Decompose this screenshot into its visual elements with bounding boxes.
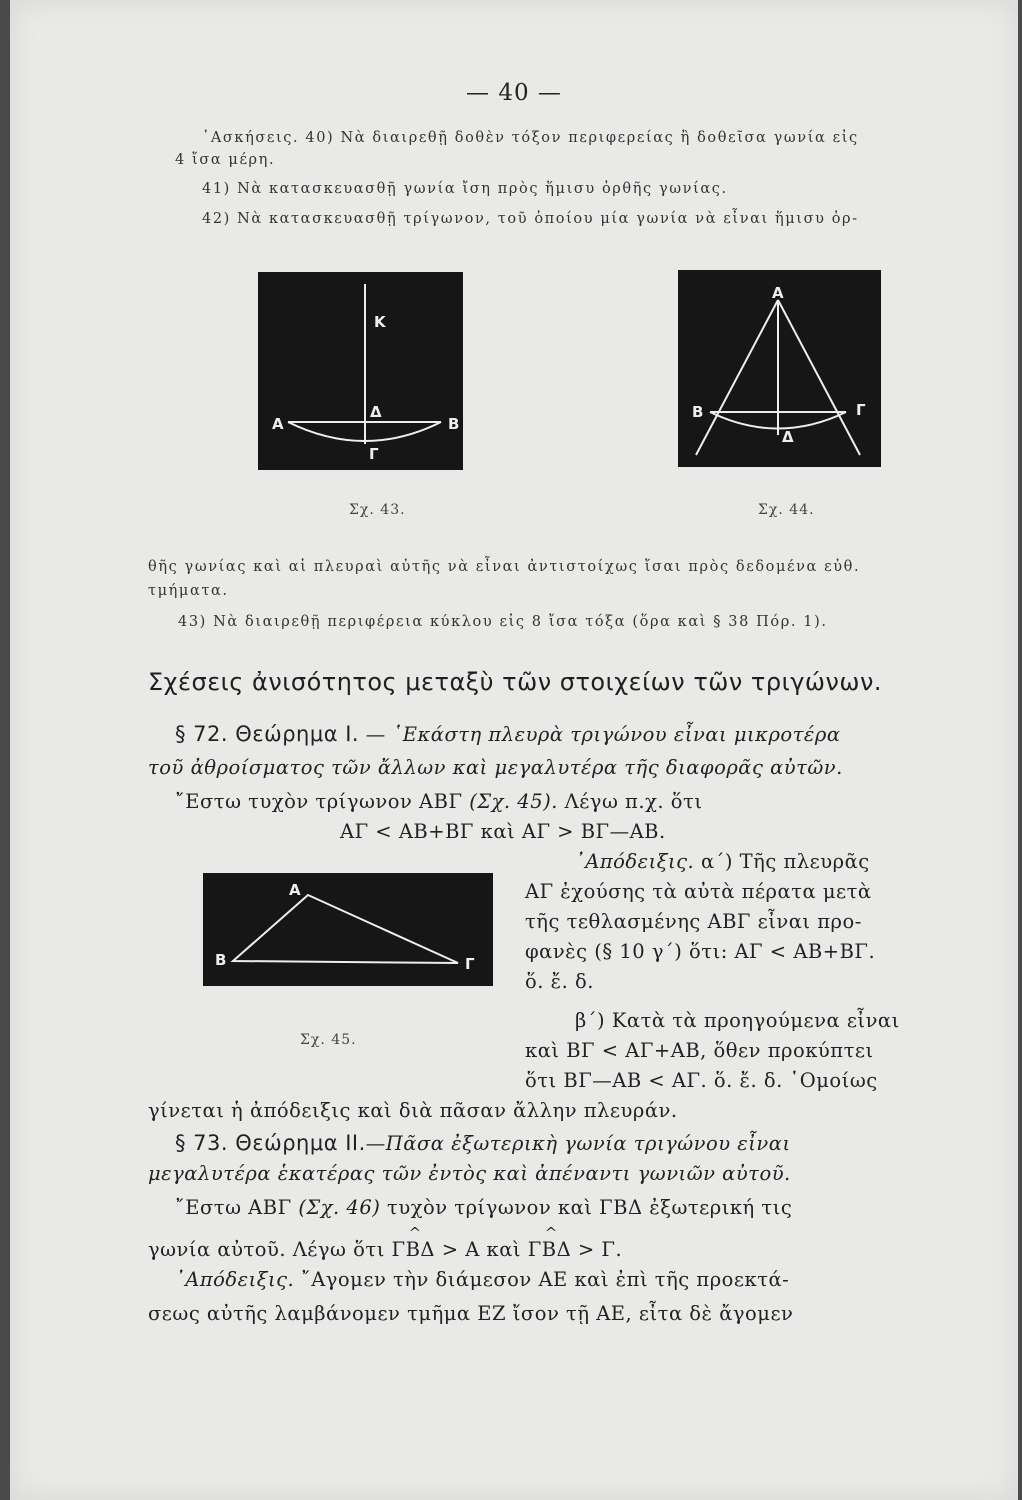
theorem1-proof-label: ᾿Απόδειξις. — [575, 850, 695, 873]
theorem2-dash: — — [365, 1132, 386, 1155]
theorem2-proof-line2: σεως αὐτῆς λαμβάνομεν τμῆμα ΕΖ ἴσον τῇ ΑΕ, εἶτα δὲ ἄγομεν — [148, 1302, 794, 1325]
figure-43-drawing — [258, 272, 463, 470]
theorem1-proof-line3: τῆς τεθλασμένης ΑΒΓ εἶναι προ- — [525, 910, 862, 933]
exercise-43: 43) Νὰ διαιρεθῇ περιφέρεια κύκλου εἰς 8 ἴσα τόξα (ὅρα καὶ § 38 Πόρ. 1). — [178, 614, 828, 630]
theorem2-heading: § 73. Θεώρημα ΙΙ. — [175, 1131, 366, 1155]
figure-45 — [203, 873, 493, 986]
theorem2-statement-1: Πᾶσα ἐξωτερικὴ γωνία τριγώνου εἶναι — [385, 1132, 791, 1155]
theorem2-proof-label: ᾿Απόδειξις. — [175, 1268, 295, 1291]
theorem1-proof-line2: ΑΓ ἐχούσης τὰ αὐτὰ πέρατα μετὰ — [525, 880, 872, 903]
fig44-label-a: Α — [772, 284, 784, 302]
theorem2-angle-vertex-2: ^ Β — [542, 1238, 557, 1261]
theorem1-heading: § 72. Θεώρημα Ι. — [175, 722, 360, 746]
figure-43-caption: Σχ. 43. — [349, 502, 406, 518]
theorem1-statement-2: τοῦ ἀθροίσματος τῶν ἄλλων καὶ μεγαλυτέρα τῆς διαφορᾶς αὐτῶν. — [148, 756, 843, 779]
theorem1-proof-line6: β΄) Κατὰ τὰ προηγούμενα εἶναι — [575, 1009, 900, 1032]
fig43-label-b: Β — [448, 415, 460, 433]
theorem1-formula: ΑΓ < ΑΒ+ΒΓ καὶ ΑΓ > ΒΓ—ΑΒ. — [340, 820, 666, 843]
figure-45-drawing — [203, 873, 493, 986]
theorem1-proof-a: α΄) Τῆς πλευρᾶς — [694, 850, 870, 873]
theorem2-given — [175, 1196, 792, 1219]
section-title: Σχέσεις ἀνισότητος μεταξὺ τῶν στοιχείων τῶν τριγώνων. — [148, 668, 883, 696]
fig43-label-a: Α — [272, 415, 284, 433]
theorem1-proof-line8: ὅτι ΒΓ—ΑΒ < ΑΓ. ὅ. ἔ. δ. ῾Ομοίως — [525, 1069, 878, 1092]
theorem2-angle-vertex-1: ^ Β — [406, 1238, 421, 1261]
theorem2-claim-d: Δ > Γ. — [556, 1238, 623, 1261]
exercise-40-line2: 4 ἴσα μέρη. — [175, 152, 276, 168]
page-number: — 40 — — [466, 80, 562, 106]
fig43-label-d: Δ — [370, 403, 382, 421]
figure-44-drawing — [678, 270, 881, 467]
figure-44 — [678, 270, 881, 467]
figure-43 — [258, 272, 463, 470]
fig45-label-a: Α — [289, 881, 301, 899]
exercise-40-line1: ᾿Ασκήσεις. 40) Νὰ διαιρεθῇ δοθὲν τόξον περιφερείας ἢ δοθεῖσα γωνία εἰς — [202, 130, 859, 146]
theorem1-line1 — [175, 722, 841, 746]
theorem1-fig-ref: (Σχ. 45). — [469, 790, 558, 813]
theorem1-proof-line7: καὶ ΒΓ < ΑΓ+ΑΒ, ὅθεν προκύπτει — [525, 1039, 874, 1062]
fig44-label-b: Β — [692, 403, 704, 421]
theorem2-given-b: τυχὸν τρίγωνον καὶ ΓΒΔ ἐξωτερική τις — [380, 1196, 793, 1219]
theorem2-proof-line1 — [175, 1268, 789, 1291]
figure-45-caption: Σχ. 45. — [300, 1032, 357, 1048]
fig44-label-g: Γ — [856, 401, 866, 419]
theorem2-given-a: ῎Εστω ΑΒΓ — [175, 1196, 299, 1219]
theorem2-line1 — [175, 1131, 791, 1155]
exercise-42: 42) Νὰ κατασκευασθῇ τρίγωνον, τοῦ ὁποίου μία γωνία νὰ εἶναι ἥμισυ ὀρ- — [202, 211, 859, 227]
theorem1-proof-line5: ὅ. ἔ. δ. — [525, 970, 594, 993]
theorem1-given — [175, 790, 702, 813]
fig43-label-g: Γ — [369, 445, 379, 463]
exercise-42-continued-line1: θῆς γωνίας καὶ αἱ πλευραὶ αὐτῆς νὰ εἶναι ἀντιστοίχως ἴσαι πρὸς δεδομένα εὐθ. — [148, 559, 861, 575]
exercise-42-continued-line2: τμήματα. — [148, 583, 229, 599]
theorem1-given-a: ῎Εστω τυχὸν τρίγωνον ΑΒΓ — [175, 790, 470, 813]
theorem1-given-b: Λέγω π.χ. ὅτι — [557, 790, 703, 813]
fig44-label-d: Δ — [782, 428, 794, 446]
theorem2-claim-c: Δ > Α καὶ Γ — [420, 1238, 542, 1261]
figure-44-caption: Σχ. 44. — [758, 502, 815, 518]
theorem1-proof-line9: γίνεται ἡ ἀπόδειξις καὶ διὰ πᾶσαν ἄλλην πλευράν. — [148, 1099, 678, 1122]
fig45-label-b: Β — [215, 951, 227, 969]
theorem2-claim — [148, 1238, 622, 1261]
theorem2-statement-2: μεγαλυτέρα ἑκατέρας τῶν ἐντὸς καὶ ἀπέναντι γωνιῶν αὐτοῦ. — [148, 1162, 791, 1185]
theorem1-dash: — — [359, 723, 393, 746]
theorem1-proof-line4: φανὲς (§ 10 γ΄) ὅτι: ΑΓ < ΑΒ+ΒΓ. — [525, 940, 876, 963]
theorem2-fig-ref: (Σχ. 46) — [298, 1196, 381, 1219]
exercise-41: 41) Νὰ κατασκευασθῇ γωνία ἴση πρὸς ἥμισυ ὀρθῆς γωνίας. — [202, 181, 728, 197]
theorem2-claim-a: γωνία αὐτοῦ. Λέγω ὅτι Γ — [148, 1238, 406, 1261]
theorem2-proof-1: ῎Αγομεν τὴν διάμεσον ΑΕ καὶ ἐπὶ τῆς προεκτά- — [294, 1268, 790, 1291]
theorem1-proof-line1 — [575, 850, 870, 873]
theorem1-statement-1: ῾Εκάστη πλευρὰ τριγώνου εἶναι μικροτέρα — [392, 723, 841, 746]
fig43-label-k: Κ — [374, 313, 386, 331]
book-page — [10, 0, 1018, 1500]
fig45-label-g: Γ — [465, 955, 475, 973]
